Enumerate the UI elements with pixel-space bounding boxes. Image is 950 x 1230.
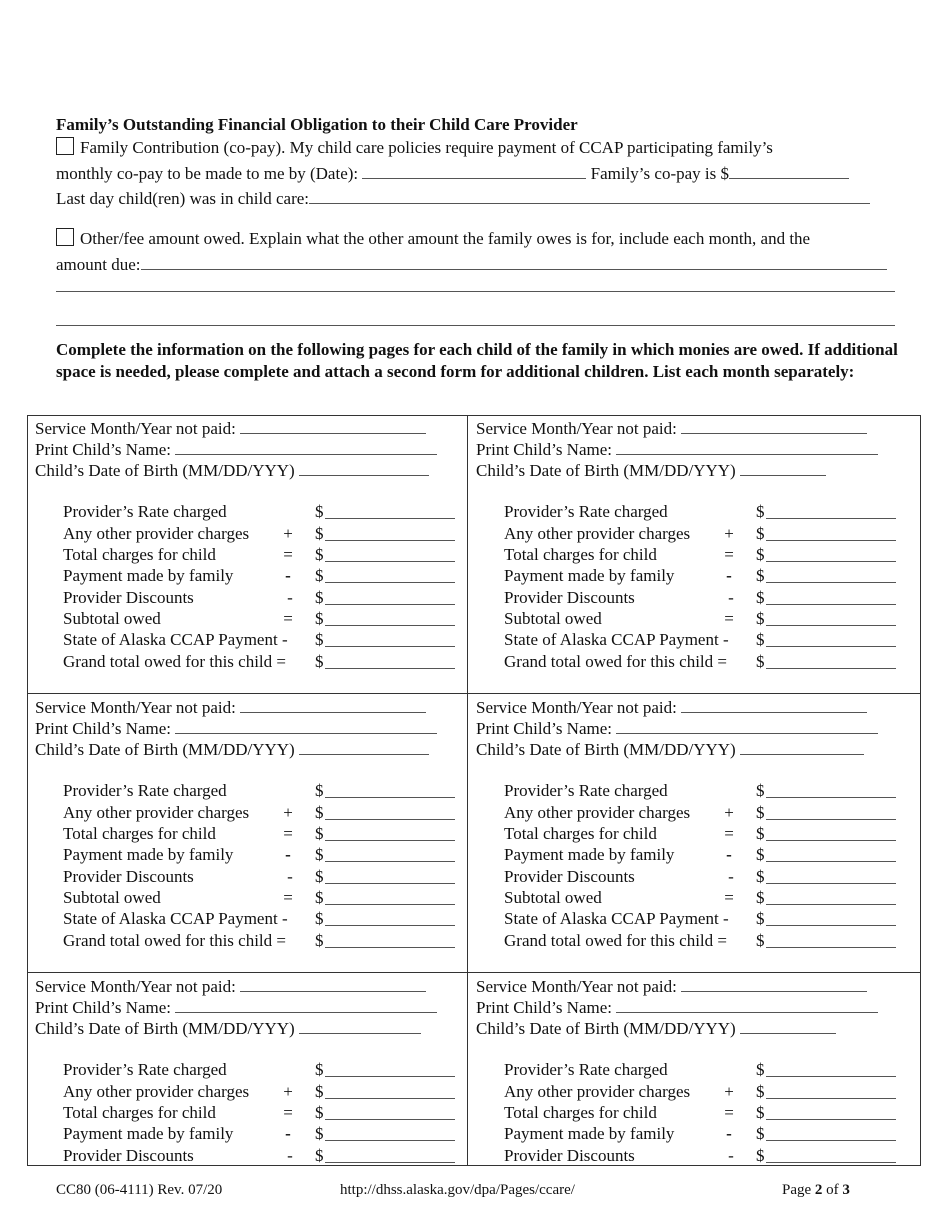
other-charges-input[interactable] [766, 802, 896, 820]
rate-input[interactable] [325, 501, 455, 519]
payment-family-label: Payment made by family [63, 566, 234, 585]
dollar-sign: $ [756, 502, 765, 521]
dollar-sign: $ [315, 652, 324, 671]
other-charges-label: Any other provider charges [504, 1082, 691, 1101]
rate-label: Provider’s Rate charged [504, 781, 668, 800]
plus-operator: + [724, 803, 734, 822]
dollar-sign: $ [315, 1146, 324, 1165]
payment-family-input[interactable] [325, 565, 455, 583]
rate-label: Provider’s Rate charged [63, 502, 227, 521]
minus-operator: - [726, 845, 732, 864]
page-total: 3 [842, 1182, 850, 1198]
amount-due-row [56, 252, 887, 273]
minus-operator: - [287, 867, 293, 886]
dollar-sign: $ [315, 524, 324, 543]
discounts-row [504, 866, 896, 887]
equals-operator: = [283, 609, 293, 628]
dollar-sign: $ [756, 824, 765, 843]
service-month-input[interactable] [681, 695, 867, 713]
dollar-sign: $ [756, 931, 765, 950]
page-prefix: Page [782, 1182, 815, 1198]
grand-total-label: Grand total owed for this child = [63, 931, 286, 950]
dollar-sign: $ [315, 845, 324, 864]
child-name-input[interactable] [616, 995, 878, 1013]
rate-row [63, 780, 455, 801]
total-charges-row [504, 1102, 896, 1123]
other-charges-label: Any other provider charges [504, 803, 691, 822]
footer-url[interactable]: http://dhss.alaska.gov/dpa/Pages/ccare/ [340, 1182, 575, 1198]
page-current: 2 [814, 1182, 823, 1198]
dollar-sign: $ [756, 781, 765, 800]
grand-total-label: Grand total owed for this child = [504, 652, 727, 671]
discounts-input[interactable] [325, 866, 455, 884]
ccap-payment-row [504, 908, 896, 929]
other-charges-input[interactable] [766, 1081, 896, 1099]
service-month-input[interactable] [240, 695, 426, 713]
subtotal-row [63, 608, 455, 629]
last-day-label: Last day child(ren) was in child care: [56, 189, 310, 208]
child-name-label: Print Child’s Name: [35, 998, 171, 1017]
dollar-sign: $ [315, 867, 324, 886]
dollar-sign: $ [756, 845, 765, 864]
payment-family-row [63, 1123, 455, 1144]
discounts-label: Provider Discounts [504, 1146, 635, 1165]
dob-input[interactable] [299, 458, 429, 476]
page-number [782, 1180, 850, 1200]
service-month-label: Service Month/Year not paid: [35, 698, 236, 717]
dollar-sign: $ [315, 931, 324, 950]
discounts-row [504, 1145, 896, 1166]
rate-row [504, 1059, 896, 1080]
minus-operator: - [728, 588, 734, 607]
rate-input[interactable] [766, 1059, 896, 1077]
child-name-input[interactable] [616, 716, 878, 734]
total-charges-label: Total charges for child [63, 545, 216, 564]
child-name-input[interactable] [175, 995, 437, 1013]
ccap-payment-label: State of Alaska CCAP Payment - [63, 909, 288, 928]
total-charges-input[interactable] [325, 544, 455, 562]
dob-label: Child’s Date of Birth (MM/DD/YYY) [35, 461, 295, 480]
copay-amount-input[interactable] [729, 161, 849, 179]
ccap-payment-row [63, 629, 455, 650]
total-charges-input[interactable] [325, 823, 455, 841]
discounts-label: Provider Discounts [504, 867, 635, 886]
column-divider [467, 415, 468, 1166]
service-month-input[interactable] [681, 416, 867, 434]
rate-label: Provider’s Rate charged [504, 502, 668, 521]
dollar-sign: $ [756, 609, 765, 628]
dollar-sign: $ [315, 1060, 324, 1079]
page-of: of [822, 1182, 843, 1198]
payment-family-label: Payment made by family [504, 845, 675, 864]
subtotal-label: Subtotal owed [63, 609, 161, 628]
dollar-sign: $ [315, 566, 324, 585]
discounts-input[interactable] [766, 587, 896, 605]
rate-row [63, 1059, 455, 1080]
minus-operator: - [728, 867, 734, 886]
copay-date-row [56, 161, 849, 182]
payment-family-label: Payment made by family [504, 566, 675, 585]
dob-label: Child’s Date of Birth (MM/DD/YYY) [476, 1019, 736, 1038]
payment-family-input[interactable] [325, 844, 455, 862]
equals-operator: = [283, 1103, 293, 1122]
payment-family-row [504, 1123, 896, 1144]
dollar-sign: $ [315, 781, 324, 800]
copay-amount-label: Family’s co-pay is $ [590, 164, 729, 183]
ccap-payment-label: State of Alaska CCAP Payment - [504, 909, 729, 928]
discounts-row [504, 587, 896, 608]
dollar-sign: $ [756, 909, 765, 928]
payment-family-label: Payment made by family [504, 1124, 675, 1143]
total-charges-row [504, 544, 896, 565]
plus-operator: + [724, 1082, 734, 1101]
grand-total-row [504, 651, 896, 672]
dollar-sign: $ [756, 566, 765, 585]
dob-input[interactable] [740, 737, 864, 755]
dollar-sign: $ [756, 1103, 765, 1122]
discounts-label: Provider Discounts [63, 1146, 194, 1165]
subtotal-row [504, 887, 896, 908]
instructions-text: Complete the information on the following pages for each child of the family in which monies are owed. If additional space is needed, please complete and attach a second form for additional children. List each month separately: [56, 340, 898, 381]
subtotal-input[interactable] [325, 608, 455, 626]
payment-family-input[interactable] [325, 1123, 455, 1141]
dob-input[interactable] [299, 737, 429, 755]
subtotal-label: Subtotal owed [504, 609, 602, 628]
minus-operator: - [285, 566, 291, 585]
rate-input[interactable] [766, 780, 896, 798]
child-name-label: Print Child’s Name: [476, 719, 612, 738]
dollar-sign: $ [315, 1103, 324, 1122]
subtotal-label: Subtotal owed [504, 888, 602, 907]
last-day-row [56, 186, 870, 207]
copay-date-label: monthly co-pay to be made to me by (Date): [56, 164, 359, 183]
equals-operator: = [724, 888, 734, 907]
other-charges-row [63, 523, 455, 544]
grand-total-input[interactable] [766, 651, 896, 669]
amount-due-input[interactable] [141, 252, 887, 270]
section-title: Family’s Outstanding Financial Obligation to their Child Care Provider [56, 115, 578, 134]
child-name-input[interactable] [616, 437, 878, 455]
service-month-label: Service Month/Year not paid: [476, 419, 677, 438]
other-fee-label: Other/fee amount owed. Explain what the other amount the family owes is for, include each month, and the [80, 229, 811, 248]
ccap-payment-label: State of Alaska CCAP Payment - [63, 630, 288, 649]
child-name-label: Print Child’s Name: [35, 440, 171, 459]
subtotal-label: Subtotal owed [63, 888, 161, 907]
total-charges-label: Total charges for child [504, 1103, 657, 1122]
other-charges-row [504, 1081, 896, 1102]
service-month-label: Service Month/Year not paid: [476, 977, 677, 996]
grand-total-input[interactable] [325, 651, 455, 669]
form-id: CC80 (06-4111) Rev. 07/20 [56, 1182, 223, 1198]
equals-operator: = [283, 824, 293, 843]
subtotal-row [504, 608, 896, 629]
rate-row [504, 501, 896, 522]
other-charges-label: Any other provider charges [63, 1082, 250, 1101]
other-charges-input[interactable] [325, 523, 455, 541]
dollar-sign: $ [756, 630, 765, 649]
payment-family-input[interactable] [766, 1123, 896, 1141]
rate-input[interactable] [766, 501, 896, 519]
ccap-payment-row [504, 629, 896, 650]
dob-label: Child’s Date of Birth (MM/DD/YYY) [476, 461, 736, 480]
minus-operator: - [287, 588, 293, 607]
dollar-sign: $ [756, 803, 765, 822]
discounts-input[interactable] [766, 1145, 896, 1163]
subtotal-row [63, 887, 455, 908]
dollar-sign: $ [315, 909, 324, 928]
dollar-sign: $ [756, 867, 765, 886]
other-charges-input[interactable] [325, 802, 455, 820]
subtotal-input[interactable] [766, 887, 896, 905]
equals-operator: = [724, 545, 734, 564]
other-charges-row [504, 523, 896, 544]
total-charges-input[interactable] [766, 823, 896, 841]
discounts-label: Provider Discounts [63, 867, 194, 886]
row-divider-2 [27, 972, 921, 973]
dollar-sign: $ [756, 545, 765, 564]
plus-operator: + [283, 524, 293, 543]
total-charges-row [63, 1102, 455, 1123]
dob-input[interactable] [740, 458, 826, 476]
discounts-label: Provider Discounts [63, 588, 194, 607]
dollar-sign: $ [315, 824, 324, 843]
minus-operator: - [726, 566, 732, 585]
total-charges-row [63, 823, 455, 844]
total-charges-row [504, 823, 896, 844]
other-fee-row [56, 228, 810, 249]
grand-total-row [63, 930, 455, 951]
copay-checkbox[interactable] [56, 137, 74, 155]
copay-row [56, 137, 773, 158]
child-name-input[interactable] [175, 716, 437, 734]
payment-family-row [63, 565, 455, 586]
child-name-label: Print Child’s Name: [35, 719, 171, 738]
subtotal-input[interactable] [325, 887, 455, 905]
amount-due-label: amount due: [56, 255, 141, 274]
total-charges-label: Total charges for child [504, 545, 657, 564]
equals-operator: = [724, 609, 734, 628]
dollar-sign: $ [315, 502, 324, 521]
minus-operator: - [287, 1146, 293, 1165]
amount-due-line-3[interactable] [56, 325, 895, 326]
other-charges-label: Any other provider charges [63, 524, 250, 543]
child-name-input[interactable] [175, 437, 437, 455]
payment-family-row [504, 565, 896, 586]
discounts-row [63, 866, 455, 887]
dob-label: Child’s Date of Birth (MM/DD/YYY) [35, 740, 295, 759]
discounts-label: Provider Discounts [504, 588, 635, 607]
other-charges-row [504, 802, 896, 823]
copay-label: Family Contribution (co-pay). My child care policies require payment of CCAP participating family’s [80, 138, 773, 157]
rate-input[interactable] [325, 780, 455, 798]
rate-row [63, 501, 455, 522]
discounts-row [63, 587, 455, 608]
payment-family-input[interactable] [766, 565, 896, 583]
ccap-payment-input[interactable] [325, 908, 455, 926]
row-divider-1 [27, 693, 921, 694]
total-charges-input[interactable] [766, 544, 896, 562]
ccap-payment-input[interactable] [766, 629, 896, 647]
plus-operator: + [724, 524, 734, 543]
ccap-payment-input[interactable] [325, 629, 455, 647]
other-charges-row [63, 802, 455, 823]
ccap-payment-label: State of Alaska CCAP Payment - [504, 630, 729, 649]
grand-total-input[interactable] [325, 930, 455, 948]
grand-total-label: Grand total owed for this child = [504, 931, 727, 950]
dollar-sign: $ [756, 1124, 765, 1143]
plus-operator: + [283, 1082, 293, 1101]
total-charges-label: Total charges for child [504, 824, 657, 843]
discounts-row [63, 1145, 455, 1166]
service-month-label: Service Month/Year not paid: [35, 419, 236, 438]
rate-row [504, 780, 896, 801]
child-name-label: Print Child’s Name: [476, 440, 612, 459]
payment-family-label: Payment made by family [63, 845, 234, 864]
other-charges-label: Any other provider charges [504, 524, 691, 543]
dob-input[interactable] [740, 1016, 836, 1034]
dollar-sign: $ [315, 545, 324, 564]
other-charges-row [63, 1081, 455, 1102]
total-charges-input[interactable] [766, 1102, 896, 1120]
service-month-input[interactable] [240, 416, 426, 434]
grand-total-label: Grand total owed for this child = [63, 652, 286, 671]
minus-operator: - [285, 1124, 291, 1143]
dollar-sign: $ [756, 588, 765, 607]
dollar-sign: $ [315, 888, 324, 907]
discounts-input[interactable] [325, 587, 455, 605]
payment-family-label: Payment made by family [63, 1124, 234, 1143]
last-day-input[interactable] [309, 186, 870, 204]
dollar-sign: $ [756, 524, 765, 543]
minus-operator: - [285, 845, 291, 864]
plus-operator: + [283, 803, 293, 822]
grand-total-input[interactable] [766, 930, 896, 948]
grand-total-row [504, 930, 896, 951]
discounts-input[interactable] [766, 866, 896, 884]
grand-total-row [63, 651, 455, 672]
equals-operator: = [283, 888, 293, 907]
copay-date-input[interactable] [362, 161, 586, 179]
total-charges-label: Total charges for child [63, 824, 216, 843]
dob-input[interactable] [299, 1016, 421, 1034]
ccap-payment-input[interactable] [766, 908, 896, 926]
dollar-sign: $ [315, 588, 324, 607]
total-charges-label: Total charges for child [63, 1103, 216, 1122]
dollar-sign: $ [756, 888, 765, 907]
rate-label: Provider’s Rate charged [504, 1060, 668, 1079]
payment-family-row [63, 844, 455, 865]
amount-due-line-2[interactable] [56, 291, 895, 292]
payment-family-input[interactable] [766, 844, 896, 862]
ccap-payment-row [63, 908, 455, 929]
dollar-sign: $ [315, 1082, 324, 1101]
child-name-label: Print Child’s Name: [476, 998, 612, 1017]
other-charges-input[interactable] [325, 1081, 455, 1099]
service-month-label: Service Month/Year not paid: [35, 977, 236, 996]
subtotal-input[interactable] [766, 608, 896, 626]
service-month-input[interactable] [240, 974, 426, 992]
dollar-sign: $ [315, 630, 324, 649]
equals-operator: = [724, 1103, 734, 1122]
dollar-sign: $ [315, 609, 324, 628]
rate-label: Provider’s Rate charged [63, 781, 227, 800]
dob-label: Child’s Date of Birth (MM/DD/YYY) [476, 740, 736, 759]
other-charges-label: Any other provider charges [63, 803, 250, 822]
minus-operator: - [726, 1124, 732, 1143]
equals-operator: = [724, 824, 734, 843]
dollar-sign: $ [756, 1060, 765, 1079]
payment-family-row [504, 844, 896, 865]
total-charges-row [63, 544, 455, 565]
rate-label: Provider’s Rate charged [63, 1060, 227, 1079]
dollar-sign: $ [756, 1082, 765, 1101]
other-charges-input[interactable] [766, 523, 896, 541]
rate-input[interactable] [325, 1059, 455, 1077]
equals-operator: = [283, 545, 293, 564]
dollar-sign: $ [756, 652, 765, 671]
service-month-label: Service Month/Year not paid: [476, 698, 677, 717]
discounts-input[interactable] [325, 1145, 455, 1163]
total-charges-input[interactable] [325, 1102, 455, 1120]
dob-label: Child’s Date of Birth (MM/DD/YYY) [35, 1019, 295, 1038]
dollar-sign: $ [315, 803, 324, 822]
dollar-sign: $ [315, 1124, 324, 1143]
other-fee-checkbox[interactable] [56, 228, 74, 246]
service-month-input[interactable] [681, 974, 867, 992]
minus-operator: - [728, 1146, 734, 1165]
dollar-sign: $ [756, 1146, 765, 1165]
